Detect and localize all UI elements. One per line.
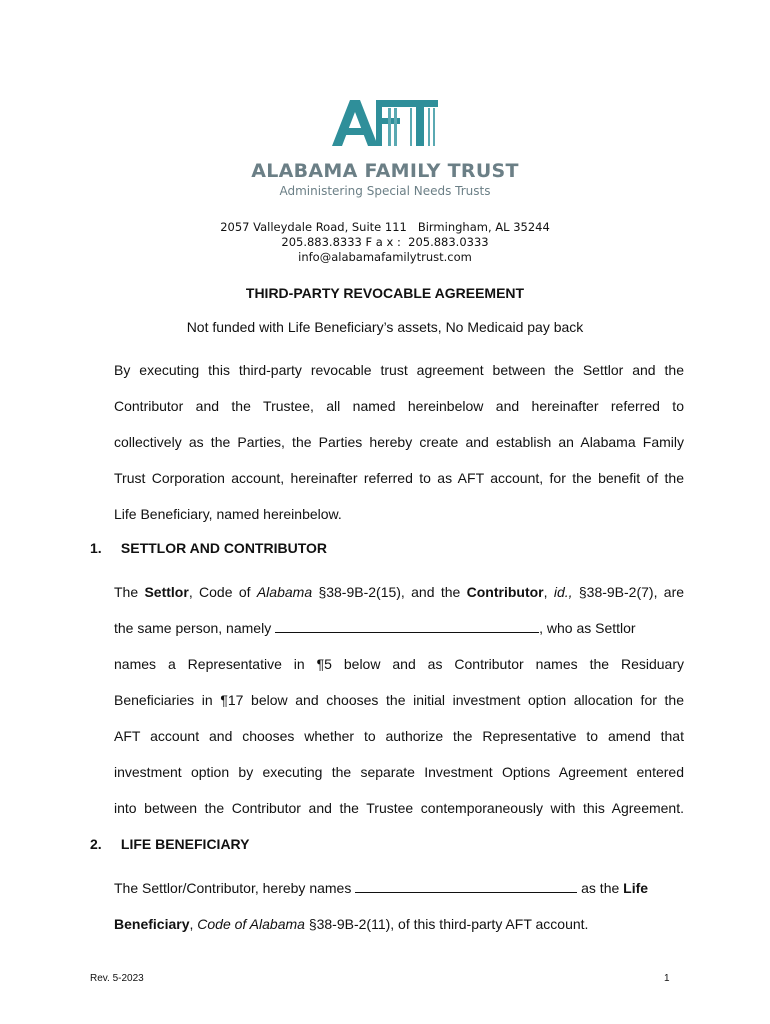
section-2-heading xyxy=(90,836,250,852)
section-title: LIFE BENEFICIARY xyxy=(120,836,250,852)
org-tagline: Administering Special Needs Trusts xyxy=(279,184,491,198)
section-1-line-1: The Settlor, Code of Alabama §38-9B-2(15), and the Contributor, id., §38-9B-2(7), are xyxy=(114,584,685,600)
settlor-name-field[interactable] xyxy=(275,618,539,633)
document-title: THIRD-PARTY REVOCABLE AGREEMENT xyxy=(245,285,525,301)
intro-line: Life Beneficiary, named hereinbelow. xyxy=(114,506,342,522)
section-2-line-1: The Settlor/Contributor, hereby names as the Life xyxy=(114,880,649,896)
section-1-heading xyxy=(90,540,327,556)
life-beneficiary-name-field[interactable] xyxy=(355,878,577,893)
intro-line: collectively as the Parties, the Parties hereby create and establish an Alabama Family xyxy=(114,434,684,450)
contact-phone-fax: 205.883.8333 F a x : 205.883.0333 xyxy=(281,235,489,249)
section-number: 1. xyxy=(90,540,102,556)
logo xyxy=(0,96,770,152)
section-1-line: into between the Contributor and the Trustee contemporaneously with this Agreement. xyxy=(114,800,684,816)
section-1-line: AFT account and chooses whether to authorize the Representative to amend that xyxy=(114,728,684,744)
contact-email: info@alabamafamilytrust.com xyxy=(298,250,472,264)
contact-address: 2057 Valleydale Road, Suite 111 Birmingham, AL 35244 xyxy=(220,220,550,234)
intro-line: By executing this third-party revocable trust agreement between the Settlor and the xyxy=(114,362,684,378)
section-1-line: Beneficiaries in ¶17 below and chooses the initial investment option allocation for the xyxy=(114,692,684,708)
section-1-line: investment option by executing the separate Investment Options Agreement entered xyxy=(114,764,684,780)
revision-label: Rev. 5-2023 xyxy=(90,973,144,984)
section-1-line-2: the same person, namely , who as Settlor xyxy=(114,620,636,636)
section-1-line: names a Representative in ¶5 below and as Contributor names the Residuary xyxy=(114,656,684,672)
section-2-line-2: Beneficiary, Code of Alabama §38-9B-2(11), of this third-party AFT account. xyxy=(114,916,589,932)
intro-paragraph xyxy=(114,352,684,532)
document-subtitle: Not funded with Life Beneficiary’s assets, No Medicaid pay back xyxy=(186,319,584,335)
page-number: 1 xyxy=(664,973,670,984)
section-number: 2. xyxy=(90,836,102,852)
intro-line: Contributor and the Trustee, all named hereinbelow and hereinafter referred to xyxy=(114,398,684,414)
section-title: SETTLOR AND CONTRIBUTOR xyxy=(120,540,327,556)
org-name: ALABAMA FAMILY TRUST xyxy=(251,160,519,182)
section-1-paragraph xyxy=(114,574,684,826)
section-2-paragraph xyxy=(114,870,684,942)
aft-logo-mark xyxy=(330,96,440,152)
intro-line: Trust Corporation account, hereinafter referred to as AFT account, for the benefit of the xyxy=(114,470,684,486)
